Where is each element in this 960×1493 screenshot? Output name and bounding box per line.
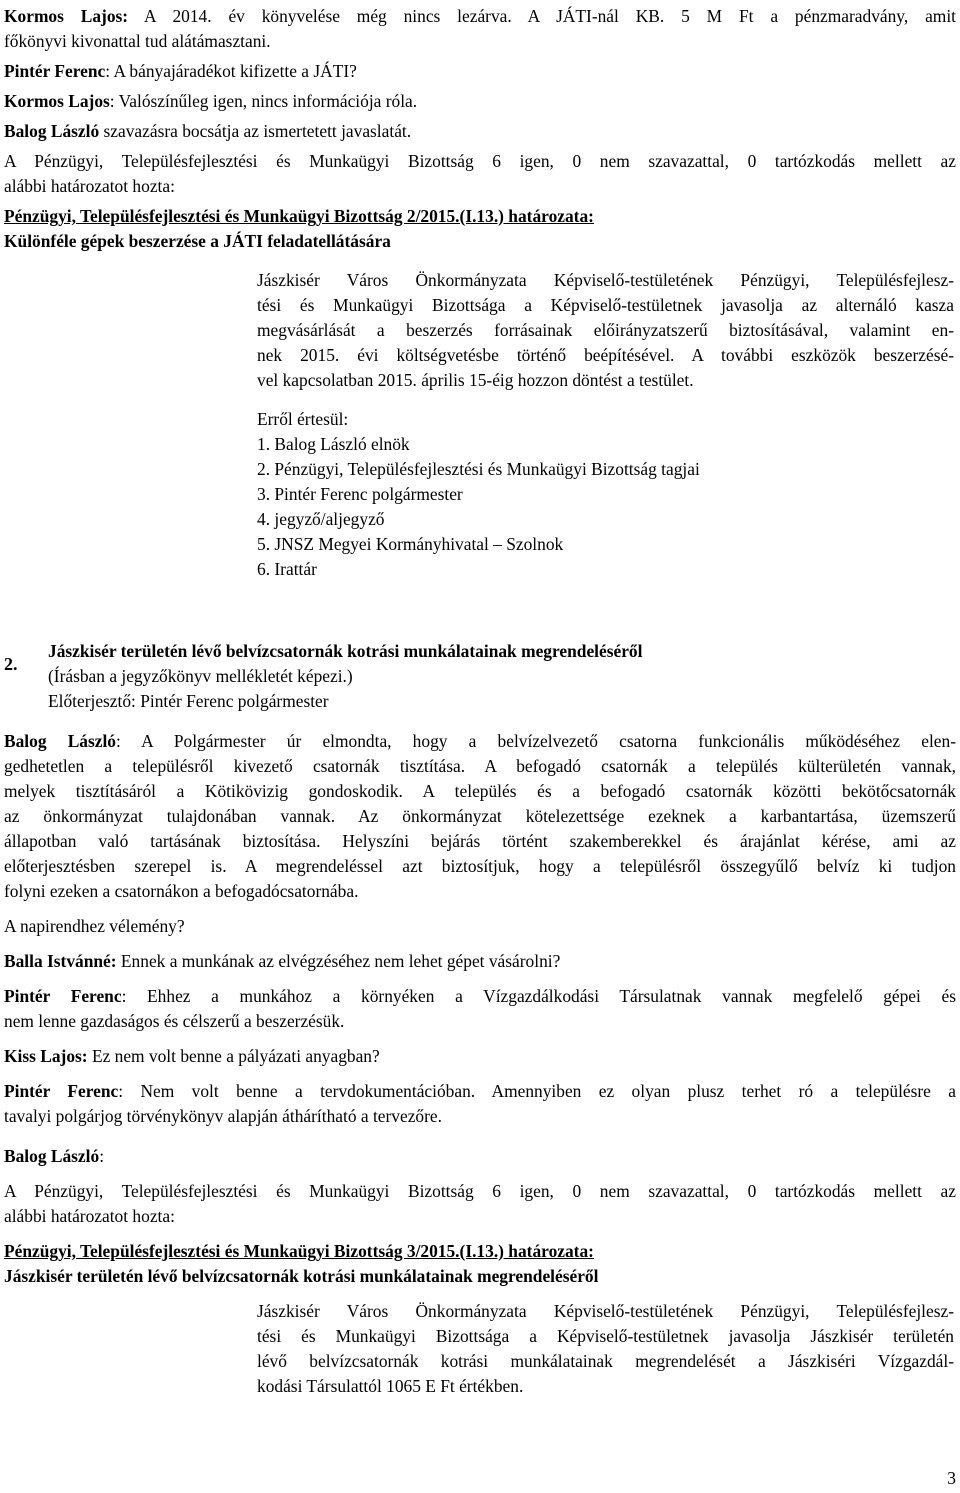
speech-text: : A bányajáradékot kifizette a JÁTI?: [105, 61, 357, 81]
recipient-item: 5. JNSZ Megyei Kormányhivatal – Szolnok: [257, 534, 564, 554]
paragraph-line: alábbi határozatot hozta:: [4, 176, 175, 196]
resolution-body-line: Jászkisér Város Önkormányzata Képviselő-testületének Pénzügyi, Településfejlesz-: [257, 270, 954, 290]
agenda-title: Jászkisér területén lévő belvízcsatornák kotrási munkálatainak megrendeléséről: [48, 641, 643, 661]
resolution-body-line: lévő belvízcsatornák kotrási munkálatainak megrendelését a Jászkiséri Vízgazdál-: [257, 1351, 954, 1371]
speaker-name: Pintér Ferenc: [4, 986, 122, 1006]
paragraph-line: A napirendhez vélemény?: [4, 916, 185, 936]
recipient-item: 3. Pintér Ferenc polgármester: [257, 484, 463, 504]
resolution-title: Pénzügyi, Településfejlesztési és Munkaügyi Bizottság 3/2015.(I.13.) határozata:: [4, 1241, 594, 1261]
paragraph-line: [4, 1079, 956, 1104]
resolution-body-line: tési és Munkaügyi Bizottsága a Képviselő-testületnek javasolja Jászkisér területén: [257, 1326, 954, 1346]
speech-text: Ez nem volt benne a pályázati anyagban?: [87, 1046, 380, 1066]
speech-text: A 2014. év könyvelése még nincs lezárva. A JÁTI-nál KB. 5 M Ft a pénzmaradvány, amit: [128, 6, 956, 26]
resolution-subject: Jászkisér területén lévő belvízcsatornák kotrási munkálatainak megrendeléséről: [4, 1266, 599, 1286]
resolution-body-line: tési és Munkaügyi Bizottsága a Képviselő-testületnek javasolja az alternáló kasza: [257, 295, 954, 315]
paragraph-line: [4, 1144, 104, 1169]
paragraph-line: melyek tisztításáról a Kötikövizig gondoskodik. A település és a befogadó csatornák közötti bekötőcsatornák: [4, 781, 956, 801]
recipient-item: 1. Balog László elnök: [257, 434, 410, 454]
paragraph-line: A Pénzügyi, Településfejlesztési és Munkaügyi Bizottság 6 igen, 0 nem szavazattal, 0 tartózkodás mellett az: [4, 151, 956, 171]
agenda-note: (Írásban a jegyzőkönyv mellékletét képezi.): [48, 666, 353, 686]
speech-text: : A Polgármester úr elmondta, hogy a belvízelvezető csatorna funkcionális működéséhez elen-: [116, 731, 956, 751]
paragraph-line: tavalyi polgárjog törvénykönyv alapján áthárítható a tervezőre.: [4, 1106, 442, 1126]
paragraph-line: gedhetetlen a településről kivezető csatornák tisztítása. A befogadó csatornák a település külterületén vannak,: [4, 756, 956, 776]
paragraph-line: [4, 119, 411, 144]
resolution-title: Pénzügyi, Településfejlesztési és Munkaügyi Bizottság 2/2015.(I.13.) határozata:: [4, 206, 594, 226]
resolution-body-line: nek 2015. évi költségvetésbe történő beépítésével. A további eszközök beszerzésé-: [257, 345, 954, 365]
paragraph-line: [4, 4, 956, 29]
speech-text: : Valószínűleg igen, nincs információja róla.: [109, 91, 418, 111]
paragraph-line: [4, 1044, 380, 1069]
speaker-name: Balog László: [4, 121, 100, 141]
speaker-name: Balog László: [4, 731, 117, 751]
notice-heading: Erről értesül:: [257, 409, 349, 429]
speaker-name: Balla Istvánné:: [4, 951, 117, 971]
paragraph-line: alábbi határozatot hozta:: [4, 1206, 175, 1226]
paragraph-line: [4, 729, 956, 754]
speech-text: :: [99, 1146, 105, 1166]
resolution-body-line: Jászkisér Város Önkormányzata Képviselő-testületének Pénzügyi, Településfejlesz-: [257, 1301, 954, 1321]
paragraph-line: főkönyvi kivonattal tud alátámasztani.: [4, 31, 271, 51]
resolution-body-line: megvásárlását a beszerzés forrásainak előirányzatszerű biztosításával, valamint en-: [257, 320, 954, 340]
speech-text: : Ehhez a munkához a környéken a Vízgazdálkodási Társulatnak vannak megfelelő gépei és: [121, 986, 956, 1006]
resolution-body-line: kodási Társulattól 1065 E Ft értékben.: [257, 1376, 524, 1396]
paragraph-line: állapotban való tartásának biztosítása. Helyszíni bejárás történt szakemberekkel és árajánlat kérése, ami az: [4, 831, 956, 851]
resolution-body-line: vel kapcsolatban 2015. április 15-éig hozzon döntést a testület.: [257, 370, 694, 390]
speaker-name: Pintér Ferenc: [4, 1081, 119, 1101]
speech-text: : Nem volt benne a tervdokumentációban. Amennyiben ez olyan plusz terhet ró a településre a: [118, 1081, 956, 1101]
paragraph-line: [4, 949, 560, 974]
speaker-name: Balog László: [4, 1146, 100, 1166]
recipient-item: 2. Pénzügyi, Településfejlesztési és Munkaügyi Bizottság tagjai: [257, 459, 700, 479]
paragraph-line: [4, 984, 956, 1009]
paragraph-line: [4, 59, 357, 84]
page-number: 3: [947, 1468, 956, 1488]
paragraph-line: az önkormányzat tulajdonában vannak. Az önkormányzat kötelezettsége ezeknek a karbantartása, üzemszerű: [4, 806, 956, 826]
paragraph-line: előterjesztésben szerepel is. A megrendeléssel azt biztosítjuk, hogy a településről összegyűlő belvíz ki tudjon: [4, 856, 956, 876]
paragraph-line: [4, 89, 417, 114]
paragraph-line: A Pénzügyi, Településfejlesztési és Munkaügyi Bizottság 6 igen, 0 nem szavazattal, 0 tartózkodás mellett az: [4, 1181, 956, 1201]
paragraph-line: folyni ezeken a csatornákon a befogadócsatornába.: [4, 881, 359, 901]
speaker-name: Kormos Lajos:: [4, 6, 129, 26]
speaker-name: Pintér Ferenc: [4, 61, 106, 81]
resolution-subject: Különféle gépek beszerzése a JÁTI feladatellátására: [4, 231, 391, 251]
recipient-item: 6. Irattár: [257, 559, 317, 579]
agenda-presenter: Előterjesztő: Pintér Ferenc polgármester: [48, 691, 329, 711]
speaker-name: Kormos Lajos: [4, 91, 110, 111]
speaker-name: Kiss Lajos:: [4, 1046, 88, 1066]
agenda-number: 2.: [4, 654, 18, 674]
recipient-item: 4. jegyző/aljegyző: [257, 509, 385, 529]
speech-text: Ennek a munkának az elvégzéséhez nem lehet gépet vásárolni?: [116, 951, 561, 971]
speech-text: szavazásra bocsátja az ismertetett javaslatát.: [99, 121, 412, 141]
paragraph-line: nem lenne gazdaságos és célszerű a beszerzésük.: [4, 1011, 345, 1031]
